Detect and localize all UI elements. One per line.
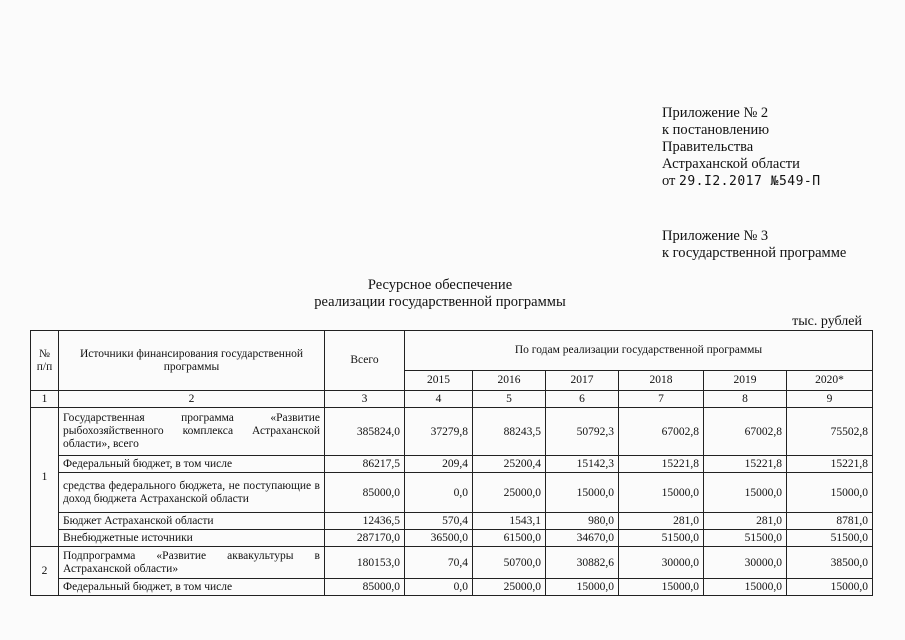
table-row xyxy=(31,408,873,456)
column-number: 3 xyxy=(325,391,405,408)
row-year-value: 30882,6 xyxy=(546,547,619,579)
date-prefix: от xyxy=(662,173,676,189)
row-year-value: 281,0 xyxy=(619,513,704,530)
row-year-value: 15000,0 xyxy=(704,579,787,596)
row-year-value: 15221,8 xyxy=(787,456,873,473)
row-total: 12436,5 xyxy=(325,513,405,530)
table-row xyxy=(31,579,873,596)
row-year-value: 51500,0 xyxy=(787,530,873,547)
appendix-line: к государственной программе xyxy=(662,245,847,261)
row-year-value: 15000,0 xyxy=(546,579,619,596)
table-row xyxy=(31,530,873,547)
row-year-value: 0,0 xyxy=(405,579,473,596)
row-source: Внебюджетные источники xyxy=(59,530,325,547)
row-year-value: 570,4 xyxy=(405,513,473,530)
row-total: 180153,0 xyxy=(325,547,405,579)
header-total: Всего xyxy=(325,331,405,391)
row-year-value: 15000,0 xyxy=(787,579,873,596)
row-year-value: 51500,0 xyxy=(704,530,787,547)
table-row xyxy=(31,513,873,530)
row-year-value: 61500,0 xyxy=(473,530,546,547)
row-group-number: 2 xyxy=(31,547,59,596)
row-year-value: 0,0 xyxy=(405,473,473,513)
resource-table xyxy=(30,330,873,596)
row-year-value: 70,4 xyxy=(405,547,473,579)
header-num: № п/п xyxy=(31,331,59,391)
row-year-value: 75502,8 xyxy=(787,408,873,456)
header-years-group: По годам реализации государственной программы xyxy=(405,331,873,371)
table-row xyxy=(31,473,873,513)
appendix-line: Приложение № 2 xyxy=(662,105,769,121)
column-number: 1 xyxy=(31,391,59,408)
row-year-value: 50700,0 xyxy=(473,547,546,579)
column-number-row xyxy=(31,391,873,408)
row-source: Бюджет Астраханской области xyxy=(59,513,325,530)
row-year-value: 15000,0 xyxy=(787,473,873,513)
header-row xyxy=(31,331,873,371)
row-year-value: 281,0 xyxy=(704,513,787,530)
row-year-value: 25200,4 xyxy=(473,456,546,473)
appendix-date-line xyxy=(662,173,821,190)
header-year: 2017 xyxy=(546,371,619,391)
row-total: 85000,0 xyxy=(325,579,405,596)
row-year-value: 15000,0 xyxy=(619,473,704,513)
row-year-value: 37279,8 xyxy=(405,408,473,456)
row-year-value: 30000,0 xyxy=(704,547,787,579)
header-year: 2016 xyxy=(473,371,546,391)
row-year-value: 15000,0 xyxy=(704,473,787,513)
appendix-3-block xyxy=(662,228,846,262)
row-year-value: 88243,5 xyxy=(473,408,546,456)
column-number: 9 xyxy=(787,391,873,408)
appendix-line: к постановлению xyxy=(662,122,770,138)
row-year-value: 25000,0 xyxy=(473,579,546,596)
appendix-2-block xyxy=(662,105,821,190)
header-year: 2019 xyxy=(704,371,787,391)
row-source: средства федерального бюджета, не поступающие в доход бюджета Астраханской области xyxy=(59,473,325,513)
row-year-value: 51500,0 xyxy=(619,530,704,547)
row-source: Подпрограмма «Развитие аквакультуры в Астраханской области» xyxy=(59,547,325,579)
row-source: Государственная программа «Развитие рыбохозяйственного комплекса Астраханской области», всего xyxy=(59,408,325,456)
row-source: Федеральный бюджет, в том числе xyxy=(59,579,325,596)
row-total: 85000,0 xyxy=(325,473,405,513)
row-group-number: 1 xyxy=(31,408,59,547)
row-source: Федеральный бюджет, в том числе xyxy=(59,456,325,473)
row-year-value: 34670,0 xyxy=(546,530,619,547)
row-year-value: 38500,0 xyxy=(787,547,873,579)
row-year-value: 50792,3 xyxy=(546,408,619,456)
header-year: 2018 xyxy=(619,371,704,391)
row-year-value: 15000,0 xyxy=(546,473,619,513)
appendix-line: Астраханской области xyxy=(662,156,800,172)
column-number: 8 xyxy=(704,391,787,408)
row-year-value: 15000,0 xyxy=(619,579,704,596)
table-row xyxy=(31,547,873,579)
appendix-line: Правительства xyxy=(662,139,754,155)
row-year-value: 15142,3 xyxy=(546,456,619,473)
document-title xyxy=(260,277,620,311)
row-year-value: 15221,8 xyxy=(619,456,704,473)
column-number: 7 xyxy=(619,391,704,408)
row-total: 287170,0 xyxy=(325,530,405,547)
header-source: Источники финансирования государственной программы xyxy=(59,331,325,391)
column-number: 2 xyxy=(59,391,325,408)
title-line-1: Ресурсное обеспечение xyxy=(367,277,513,293)
column-number: 6 xyxy=(546,391,619,408)
row-year-value: 25000,0 xyxy=(473,473,546,513)
column-number: 4 xyxy=(405,391,473,408)
date-number-stamp: 29.I2.2017 №549-П xyxy=(679,174,821,189)
row-year-value: 209,4 xyxy=(405,456,473,473)
row-year-value: 67002,8 xyxy=(619,408,704,456)
units-label: тыс. рублей xyxy=(792,314,862,329)
table-row xyxy=(31,456,873,473)
header-year: 2020* xyxy=(787,371,873,391)
row-year-value: 8781,0 xyxy=(787,513,873,530)
row-year-value: 67002,8 xyxy=(704,408,787,456)
row-total: 86217,5 xyxy=(325,456,405,473)
row-year-value: 36500,0 xyxy=(405,530,473,547)
header-year: 2015 xyxy=(405,371,473,391)
row-year-value: 1543,1 xyxy=(473,513,546,530)
row-year-value: 30000,0 xyxy=(619,547,704,579)
title-line-2: реализации государственной программы xyxy=(314,294,566,310)
column-number: 5 xyxy=(473,391,546,408)
row-year-value: 980,0 xyxy=(546,513,619,530)
row-year-value: 15221,8 xyxy=(704,456,787,473)
appendix-line: Приложение № 3 xyxy=(662,228,769,244)
row-total: 385824,0 xyxy=(325,408,405,456)
